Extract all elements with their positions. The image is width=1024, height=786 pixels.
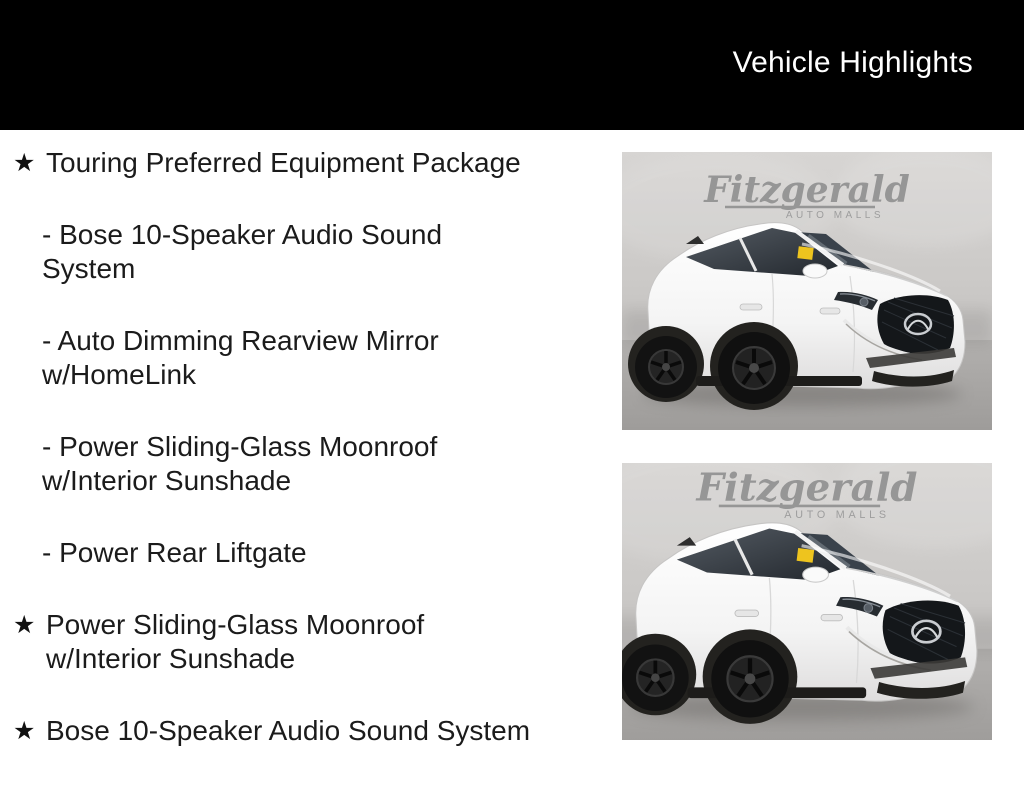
header-bar — [0, 0, 1024, 130]
feature-text: - Power Sliding-Glass Moonroof w/Interior Sunshade — [42, 431, 438, 496]
feature-item — [0, 146, 540, 180]
feature-text: Power Sliding-Glass Moonroof w/Interior Sunshade — [46, 609, 425, 674]
feature-text: - Power Rear Liftgate — [42, 537, 307, 568]
star-bullet-icon: ★ — [13, 611, 36, 639]
feature-subitem — [0, 218, 540, 286]
star-bullet-icon: ★ — [13, 717, 36, 745]
feature-item — [0, 608, 540, 676]
feature-text: - Bose 10-Speaker Audio Sound System — [42, 219, 443, 284]
front-wheel — [711, 640, 788, 717]
vehicle-photo-1 — [622, 152, 992, 430]
feature-list — [0, 146, 540, 786]
vehicle-photo-2 — [622, 463, 992, 740]
car-illustration — [622, 152, 992, 430]
svg-text:AUTO MALLS: AUTO MALLS — [784, 508, 890, 521]
svg-text:Fitzgerald: Fitzgerald — [696, 465, 918, 511]
feature-subitem — [0, 430, 540, 498]
feature-subitem — [0, 536, 540, 570]
car-illustration — [622, 463, 992, 740]
feature-text: - Auto Dimming Rearview Mirror w/HomeLink — [42, 325, 439, 390]
rear-wheel — [635, 336, 697, 398]
feature-subitem — [0, 324, 540, 392]
page-title: Vehicle Highlights — [732, 46, 973, 79]
star-bullet-icon: ★ — [13, 149, 36, 177]
rear-wheel — [622, 644, 689, 711]
feature-item — [0, 714, 540, 748]
svg-text:Fitzgerald: Fitzgerald — [704, 169, 910, 211]
feature-text: Touring Preferred Equipment Package — [46, 147, 521, 178]
front-wheel — [718, 332, 790, 404]
svg-text:AUTO MALLS: AUTO MALLS — [785, 210, 884, 221]
feature-text: Bose 10-Speaker Audio Sound System — [46, 715, 531, 746]
